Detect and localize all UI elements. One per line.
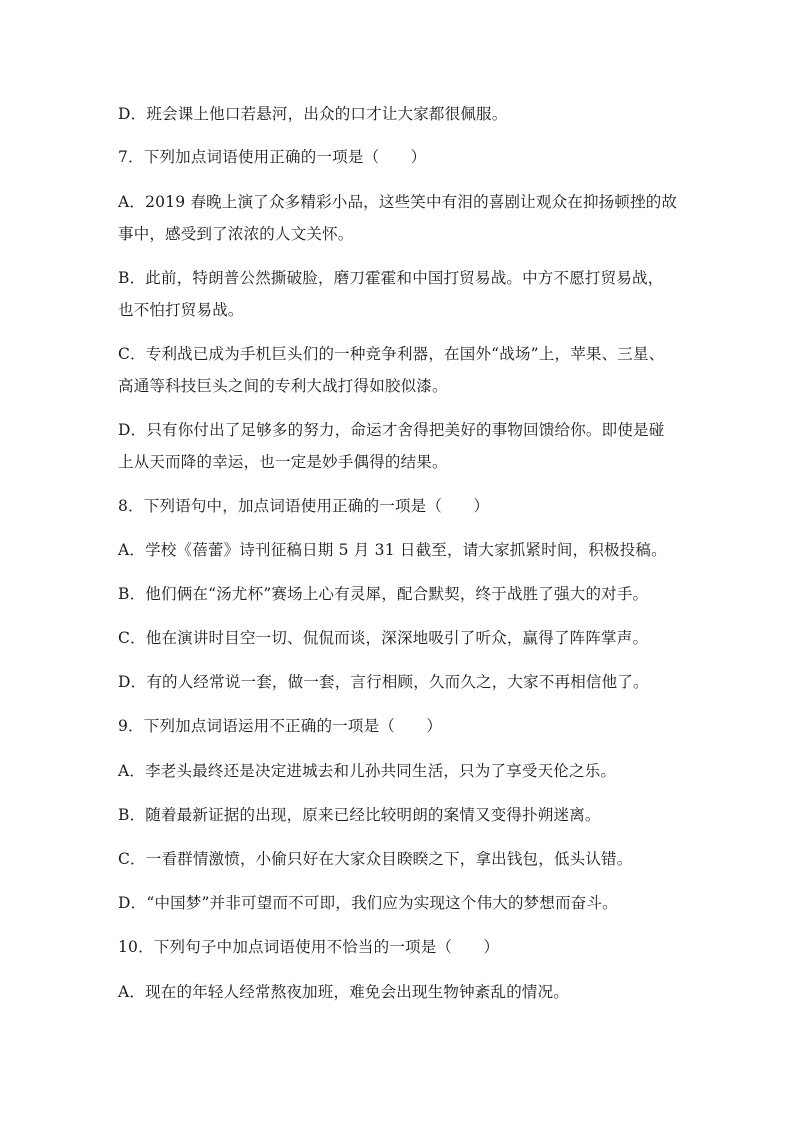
q6-option-d: D．班会课上他口若悬河，出众的口才让大家都很佩服。 <box>118 105 508 123</box>
q7-option-d-line1: D．只有你付出了足够多的努力，命运才舍得把美好的事物回馈给你。即使是碰 <box>118 421 665 439</box>
q8-option-c: C．他在演讲时目空一切、侃侃而谈，深深地吸引了听众，赢得了阵阵掌声。 <box>118 629 649 647</box>
q10-stem: 10．下列句子中加点词语使用不恰当的一项是（ ） <box>118 938 500 956</box>
q9-option-d: D．“中国梦”并非可望而不可即，我们应为实现这个伟大的梦想而奋斗。 <box>118 894 618 912</box>
q7-stem: 7．下列加点词语使用正确的一项是（ ） <box>118 148 427 166</box>
q8-stem: 8．下列语句中，加点词语使用正确的一项是（ ） <box>118 497 490 515</box>
q7-option-a-line1: A．2019 春晚上演了众多精彩小品，这些笑中有泪的喜剧让观众在抑扬顿挫的故 <box>118 193 678 211</box>
q7-option-d-line2: 上从天而降的幸运，也一定是妙手偶得的结果。 <box>118 453 448 471</box>
q8-option-b: B．他们俩在“汤尤杯”赛场上心有灵犀，配合默契，终于战胜了强大的对手。 <box>118 585 649 603</box>
q7-option-a-line2: 事中，感受到了浓浓的人文关怀。 <box>118 225 354 243</box>
q7-option-b-line2: 也不怕打贸易战。 <box>118 301 244 319</box>
q7-option-c-line2: 高通等科技巨头之间的专利大战打得如胶似漆。 <box>118 377 448 395</box>
q8-option-a: A．学校《蓓蕾》诗刊征稿日期 5 月 31 日截至，请大家抓紧时间，积极投稿。 <box>118 541 667 559</box>
q9-stem: 9．下列加点词语运用不正确的一项是（ ） <box>118 717 443 735</box>
q7-option-c-line1: C．专利战已成为手机巨头们的一种竞争利器，在国外“战场”上，苹果、三星、 <box>118 345 665 363</box>
q7-option-b-line1: B．此前，特朗普公然撕破脸，磨刀霍霍和中国打贸易战。中方不愿打贸易战， <box>118 269 664 287</box>
q9-option-a: A．李老头最终还是决定进城去和儿孙共同生活，只为了享受天伦之乐。 <box>118 762 617 780</box>
q10-option-a: A．现在的年轻人经常熬夜加班，难免会出现生物钟紊乱的情况。 <box>118 983 569 1001</box>
q9-option-b: B．随着最新证据的出现，原来已经比较明朗的案情又变得扑朔迷离。 <box>118 806 601 824</box>
q8-option-d: D．有的人经常说一套，做一套，言行相顾，久而久之，大家不再相信他了。 <box>118 673 649 691</box>
q9-option-c: C．一看群情激愤，小偷只好在大家众目睽睽之下，拿出钱包，低头认错。 <box>118 850 633 868</box>
